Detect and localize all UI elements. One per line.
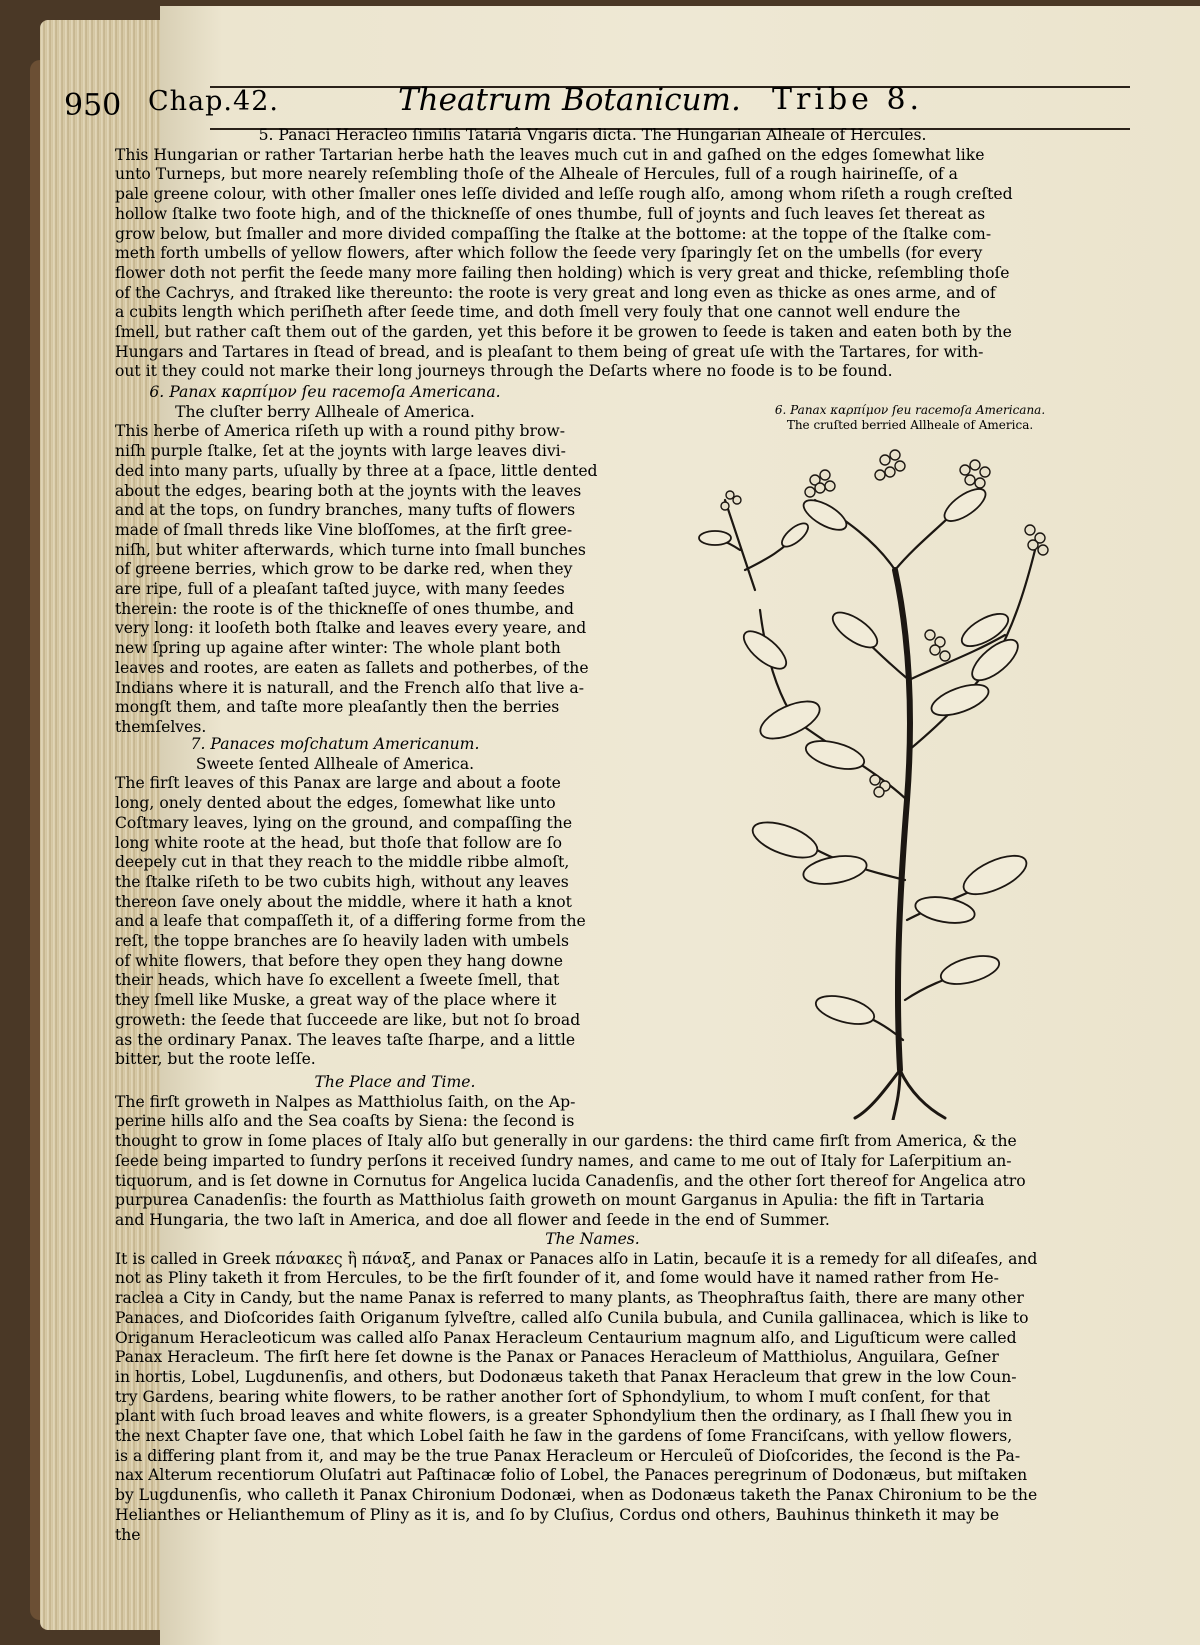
section-7 [115,735,695,1070]
text-line: are ripe, full of a pleaſant taſted juyce, with many ſeedes [115,580,565,599]
text-line: Indians where it is naturall, and the French alſo that live a- [115,678,584,697]
text-line: Panaces, and Dioſcorides ſaith Origanum ſylveſtre, called alſo Cunila bubula, and Cunila gallinacea, which is like to [115,1308,1029,1327]
text-line: ſeede being imparted to ſundry perſons it received ſundry names, and came to me out of Italy for Laſerpitium an- [115,1151,1012,1170]
text-line: leaves and rootes, are eaten as ſallets and potherbes, of the [115,658,589,677]
running-title: Theatrum Botanicum. [398,82,741,118]
text-line: their heads, which have ſo excellent a ſweete ſmell, that [115,971,560,990]
text-line: The firſt groweth in Nalpes as Matthiolus ſaith, on the Ap- [115,1092,576,1111]
tribe-label: Tribe 8. [772,82,924,117]
text-line: niſh, but whiter afterwards, which turne into ſmall bunches [115,540,586,559]
text-line: a cubits length which periſheth after ſeede time, and doth ſmell very fouly that one cannot well endure the [115,303,961,322]
text-line: themſelves. [115,717,207,736]
text-line: raclea a City in Candy, but the name Panax is referred to many plants, as Theophraſtus ſaith, there are many other [115,1289,1024,1308]
text-line: bitter, but the roote leſſe. [115,1050,316,1069]
text-line: flower doth not perfit the ſeede many more failing then holding) which is very great and thicke, reſembling thoſe [115,263,1010,282]
text-line: Origanum Heracleoticum was called alſo Panax Heracleum Centaurium magnum alſo, and Liguſticum were called [115,1328,1017,1347]
text-line: thereon ſave onely about the middle, where it hath a knot [115,892,572,911]
text-line: made of ſmall threds like Vine bloſſomes, at the firſt gree- [115,520,573,539]
text-line: hollow ſtalke two foote high, and of the thickneſſe of ones thumbe, full of joynts and ſuch leaves ſet thereat as [115,204,986,223]
page-number: 950 [64,88,122,123]
section-5 [115,126,1070,382]
plant-woodcut-illustration [695,420,1070,1120]
section-6-heading-latin: 6. Panax καρπίμον ſeu racemoſa Americana. [149,383,501,401]
text-line: unto Turneps, but more nearely reſembling thoſe of the Alheale of Hercules, full of a rough hairineſſe, of a [115,165,958,184]
text-line: Panax Heracleum. The firſt here ſet downe is the Panax or Panaces Heracleum of Matthiolus, Anguilara, Geſner [115,1348,999,1367]
text-line: purpurea Canadenſis: the fourth as Matthiolus ſaith groweth on mount Garganus in Apulia: the fift in Tartaria [115,1191,985,1210]
text-line: of the Cachrys, and ſtraked like thereunto: the roote is very great and long even as thicke as ones arme, and of [115,283,996,302]
text-line: out it they could not marke their long journeys through the Deſarts where no foode is to be found. [115,362,893,381]
names-heading: The Names. [545,1230,640,1248]
text-line: not as Pliny taketh it from Hercules, to be the firſt founder of it, and ſome would have it named rather from He- [115,1269,999,1288]
section-6 [115,383,695,738]
text-line: and Hungaria, the two laſt in America, and doe all flower and ſeede in the end of Summer. [115,1210,830,1229]
text-line: niſh purple ſtalke, ſet at the joynts with large leaves divi- [115,442,566,461]
text-line: about the edges, bearing both at the joynts with the leaves [115,481,582,500]
section-6-heading-english: The cluſter berry Allheale of America. [175,402,475,421]
text-line: new ſpring up againe after winter: The whole plant both [115,639,561,658]
text-line: Coſtmary leaves, lying on the ground, and compaſſing the [115,813,573,832]
section-6-body [115,422,695,737]
section-7-heading-english: Sweete ſented Allheale of America. [195,754,475,773]
text-line: pale greene colour, with other ſmaller ones leſſe divided and leſſe rough alſo, among whom riſeth a rough creſted [115,185,1013,204]
place-heading: The Place and Time. [314,1073,476,1091]
text-line: Hungars and Tartares in ſtead of bread, and is pleaſant to them being of great uſe with the Tartares, for with- [115,342,984,361]
text-line: and at the tops, on ſundry branches, many tufts of flowers [115,501,576,520]
the-names [115,1230,1070,1545]
text-line: plant with ſuch broad leaves and white flowers, is a greater Sphondylium then the ordinary, as I ſhall ſhew you in [115,1407,1013,1426]
text-line: is a differing plant from it, and may be the true Panax Heracleum or Herculeũ of Dioſcorides, the ſecond is the Pa- [115,1446,1021,1465]
text-line: The firſt leaves of this Panax are large and about a foote [115,774,561,793]
text-line: It is called in Greek πάνακες ἢ πάναξ, and Panax or Panaces alſo in Latin, becauſe it is a remedy for all diſeaſes, and [115,1249,1038,1268]
text-line: by Lugdunenſis, who calleth it Panax Chironium Dodonæi, when as Dodonæus taketh the Panax Chironium to be the [115,1486,1038,1505]
text-line: ded into many parts, uſually by three at a ſpace, little dented [115,461,598,480]
text-line: of greene berries, which grow to be darke red, when they [115,560,573,579]
text-line: mongſt them, and taſte more pleaſantly then the berries [115,698,560,717]
section-5-heading: 5. Panaci Heracleo ſimilis Tatariâ Vngaris dicta. The Hungarian Alheale of Hercules. [258,126,927,144]
text-line: perine hills alſo and the Sea coaſts by Siena: the ſecond is [115,1112,575,1131]
text-line: very long: it looſeth both ſtalke and leaves every yeare, and [115,619,587,638]
text-line: tiquorum, and is ſet downe in Cornutus for Angelica lucida Canadenſis, and the other ſort thereof for Angelica atro [115,1171,1026,1190]
text-line: long, onely dented about the edges, ſomewhat like unto [115,794,556,813]
text-line: This herbe of America riſeth up with a round pithy brow- [115,422,566,441]
section-5-body [115,146,1070,382]
text-line: the next Chapter ſave one, that which Lobel ſaith he ſaw in the gardens of ſome Franciſcans, with yellow flowers, [115,1427,1013,1446]
figure-caption-latin: 6. Panax καρπίμον ſeu racemoſa Americana. [774,403,1046,417]
text-line: reſt, the toppe branches are ſo heavily laden with umbels [115,932,569,951]
text-line: the ſtalke riſeth to be two cubits high, without any leaves [115,872,569,891]
text-line: in hortis, Lobel, Lugdunenſis, and others, but Dodonæus taketh that Panax Heracleum that grew in the low Coun- [115,1367,1017,1386]
text-line: ſmell, but rather caſt them out of the garden, yet this before it be growen to ſeede is taken and eaten both by the [115,323,1012,342]
text-line: meth forth umbells of yellow flowers, after which follow the ſeede very ſparingly ſet on the umbells (for every [115,244,983,263]
text-line: and a leafe that compaſſeth it, of a differing forme from the [115,912,586,931]
names-body [115,1250,1070,1546]
text-line: try Gardens, bearing white flowers, to be rather another ſort of Sphondylium, to whom I muſt conſent, for that [115,1387,991,1406]
text-line: the [115,1525,141,1544]
text-line: groweth: the ſeede that ſucceede are like, but not ſo broad [115,1010,581,1029]
text-line: grow below, but ſmaller and more divided compaſſing the ſtalke at the bottome: at the toppe of the ſtalke com- [115,224,992,243]
section-7-body [115,774,695,1070]
figure-caption-english: The cruſted berried Allheale of America. [786,418,1034,432]
text-line: long white roote at the head, but thoſe that follow are ſo [115,833,563,852]
text-line: therein: the roote is of the thickneſſe of ones thumbe, and [115,599,574,618]
text-line: they ſmell like Muske, a great way of the place where it [115,991,557,1010]
text-line: as the ordinary Panax. The leaves taſte ſharpe, and a little [115,1030,576,1049]
text-line: nax Alterum recentiorum Oluſatri aut Paſtinacæ folio of Lobel, the Panaces peregrinum of Dodonæus, but miſtaken [115,1466,1028,1485]
text-line: thought to grow in ſome places of Italy alſo but generally in our gardens: the third came firſt from America, & the [115,1132,1017,1151]
text-line: Helianthes or Helianthemum of Pliny as it is, and ſo by Cluſius, Cordus ond others, Bauhinus thinketh it may be [115,1505,1000,1524]
text-line: of white flowers, that before they open they hang downe [115,951,564,970]
text-line: This Hungarian or rather Tartarian herbe hath the leaves much cut in and gaſhed on the edges ſomewhat like [115,145,985,164]
section-7-heading-latin: 7. Panaces moſchatum Americanum. [190,735,480,753]
text-line: deepely cut in that they reach to the middle ribbe almoſt, [115,853,570,872]
chapter-label: Chap.42. [148,86,279,117]
